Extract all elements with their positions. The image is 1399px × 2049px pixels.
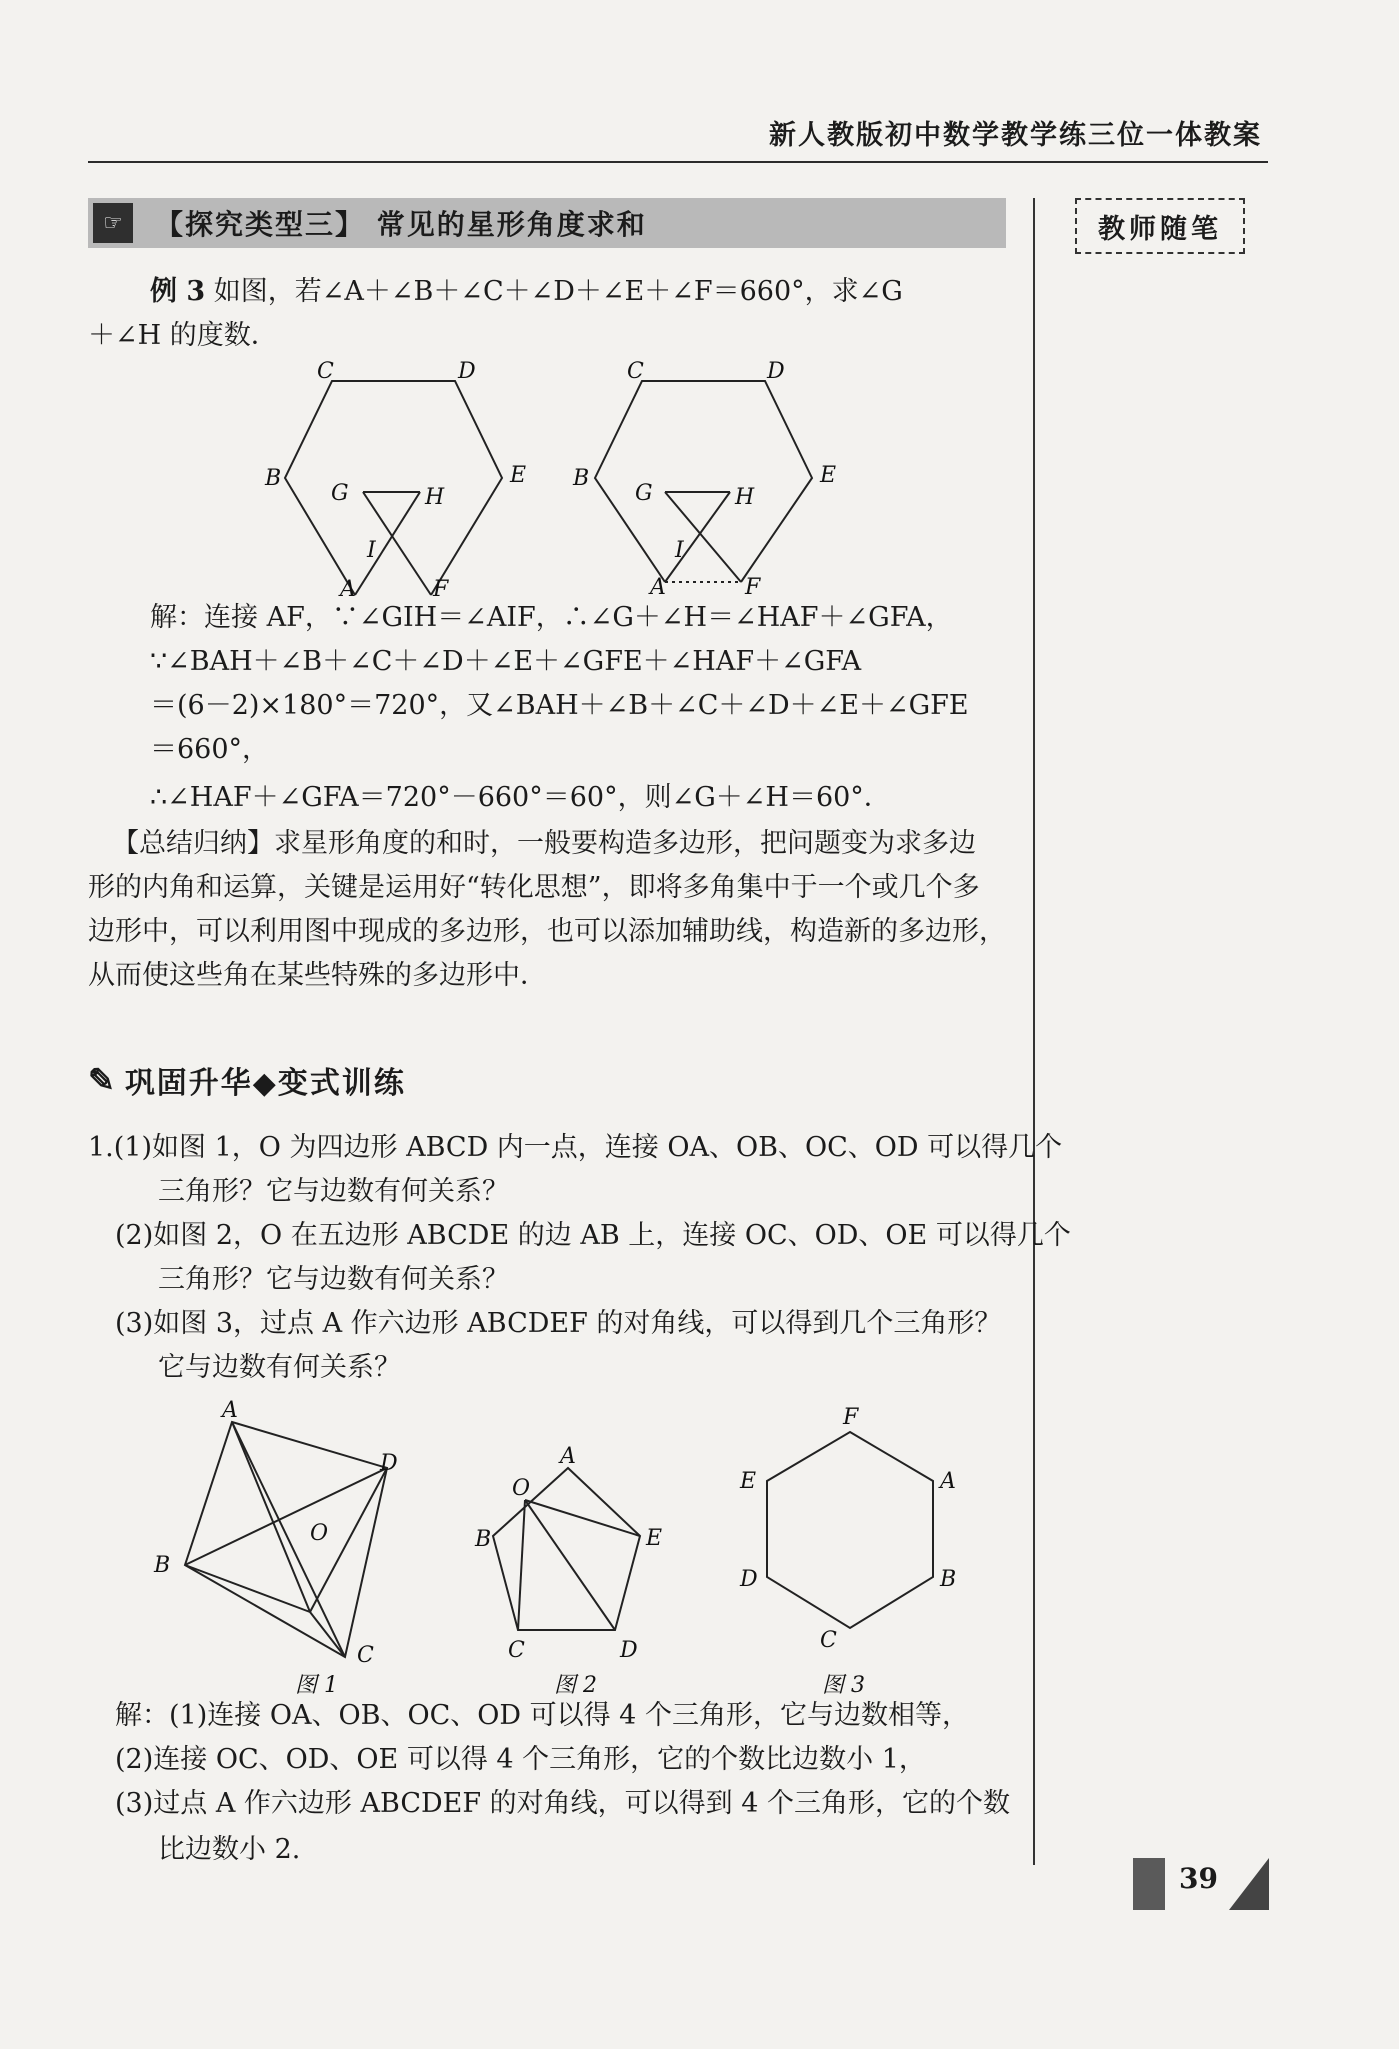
line-ah-left <box>355 492 420 595</box>
question-line-2: 三角形？它与边数有何关系？ <box>158 1176 509 1207</box>
section-title: 【探究类型三】 常见的星形角度求和 <box>155 208 647 241</box>
solution-line-3: ＝(6－2)×180°＝720°，又∠BAH＋∠B＋∠C＋∠D＋∠E＋∠GFE <box>150 690 969 721</box>
figure-1-caption: 图 1 <box>295 1673 338 1698</box>
summary-line-4: 从而使这些角在某些特殊的多边形中． <box>88 960 547 991</box>
teacher-notes-label: 教师随笔 <box>1075 198 1245 254</box>
section-heading <box>88 198 1006 248</box>
fig2-label-d: D <box>620 1638 638 1663</box>
page-number: 39 <box>1179 1862 1218 1895</box>
fig2-label-b: B <box>475 1527 492 1552</box>
page-corner-triangle <box>1229 1858 1269 1910</box>
pointing-hand-icon: ☞ <box>93 203 133 243</box>
book-title: 新人教版初中数学教学练三位一体教案 <box>769 120 1262 151</box>
example-question-1: 如图，若∠A＋∠B＋∠C＋∠D＋∠E＋∠F＝660°，求∠G <box>213 276 903 307</box>
answer-line-4: 比边数小 2. <box>158 1834 301 1865</box>
label-e-right: E <box>820 463 837 488</box>
line-ah-right <box>665 492 730 582</box>
label-d-left: D <box>458 360 476 384</box>
example-figure <box>255 360 855 609</box>
figure-1-quadrilateral <box>185 1422 387 1657</box>
page-number-block <box>1133 1858 1165 1910</box>
question-line-4: 三角形？它与边数有何关系？ <box>158 1264 509 1295</box>
label-i-left: I <box>367 538 376 563</box>
label-e-left: E <box>510 463 527 488</box>
answer-line-1: 解：(1)连接 OA、OB、OC、OD 可以得 4 个三角形，它与边数相等， <box>115 1700 969 1731</box>
figure-3-hexagon <box>767 1432 933 1628</box>
label-h-left: H <box>425 485 445 510</box>
fig2-label-a: A <box>560 1444 576 1469</box>
label-a-right: A <box>650 575 666 600</box>
fig3-label-e: E <box>740 1469 757 1494</box>
fig3-label-c: C <box>820 1628 837 1653</box>
example-label: 例 3 <box>150 276 206 307</box>
practice-heading <box>88 1058 406 1102</box>
label-h-right: H <box>735 485 755 510</box>
figure-right <box>595 381 812 582</box>
figure-3-caption: 图 3 <box>822 1673 865 1698</box>
star-hexagon-figures <box>255 360 855 605</box>
label-b-right: B <box>573 466 590 491</box>
summary-line-1: 【总结归纳】求星形角度的和时，一般要构造多边形，把问题变为求多边 <box>112 828 976 859</box>
label-g-left: G <box>331 481 349 506</box>
solution-line-1: 解：连接 AF，∵∠GIH＝∠AIF，∴∠G＋∠H＝∠HAF＋∠GFA， <box>150 602 953 633</box>
fig1-label-b: B <box>154 1553 171 1578</box>
example-question-2: ＋∠H 的度数． <box>88 320 278 351</box>
example-line-1 <box>150 270 903 314</box>
label-f-left: F <box>433 577 449 602</box>
fig1-label-o: O <box>310 1521 329 1546</box>
hexagon-outline-right <box>595 381 812 582</box>
question-line-3: (2)如图 2，O 在五边形 ABCDE 的边 AB 上，连接 OC、OD、OE 可以得几个 <box>115 1220 1071 1251</box>
fig3-label-a: A <box>940 1469 956 1494</box>
fig1-label-d: D <box>380 1451 398 1476</box>
fig3-label-d: D <box>740 1567 758 1592</box>
summary-line-3: 边形中，可以利用图中现成的多边形，也可以添加辅助线，构造新的多边形， <box>88 916 1006 947</box>
figure-2-caption: 图 2 <box>554 1673 597 1698</box>
figure-left <box>285 381 502 595</box>
practice-figures <box>150 1400 970 1704</box>
pencil-icon: ✎ <box>88 1061 117 1099</box>
polygon-figures <box>150 1400 970 1700</box>
hexagon-outline-left <box>285 381 502 595</box>
label-b-left: B <box>265 466 282 491</box>
label-c-left: C <box>317 360 334 384</box>
answer-line-3: (3)过点 A 作六边形 ABCDEF 的对角线，可以得到 4 个三角形，它的个数 <box>115 1788 1011 1819</box>
label-g-right: G <box>635 481 653 506</box>
label-d-right: D <box>767 360 785 384</box>
question-line-5: (3)如图 3，过点 A 作六边形 ABCDEF 的对角线，可以得到几个三角形？ <box>115 1308 1002 1339</box>
fig2-label-c: C <box>508 1638 525 1663</box>
summary-line-2: 形的内角和运算，关键是运用好“转化思想”，即将多角集中于一个或几个多 <box>88 872 980 903</box>
page-header <box>88 95 1268 163</box>
label-a-left: A <box>340 577 356 602</box>
answer-line-2: (2)连接 OC、OD、OE 可以得 4 个三角形，它的个数比边数小 1， <box>115 1744 926 1775</box>
fig3-label-b: B <box>940 1567 957 1592</box>
solution-line-2: ∵∠BAH＋∠B＋∠C＋∠D＋∠E＋∠GFE＋∠HAF＋∠GFA <box>150 646 862 677</box>
label-i-right: I <box>675 538 684 563</box>
fig1-label-c: C <box>357 1643 374 1668</box>
sidebar-divider <box>1033 198 1035 1865</box>
solution-line-4: ＝660°， <box>150 734 270 765</box>
label-c-right: C <box>627 360 644 384</box>
fig3-label-f: F <box>843 1405 859 1430</box>
label-f-right: F <box>745 575 761 600</box>
fig2-label-o: O <box>512 1476 531 1501</box>
question-line-6: 它与边数有何关系？ <box>158 1352 401 1383</box>
practice-title: 巩固升华◆变式训练 <box>124 1066 406 1101</box>
line-fg-right <box>665 492 741 582</box>
fig2-label-e: E <box>646 1526 663 1551</box>
question-line-1: 1.(1)如图 1，O 为四边形 ABCD 内一点，连接 OA、OB、OC、OD 可以得几个 <box>88 1132 1063 1163</box>
solution-line-5: ∴∠HAF＋∠GFA＝720°－660°＝60°，则∠G＋∠H＝60°． <box>150 782 891 813</box>
fig1-label-a: A <box>222 1400 238 1423</box>
